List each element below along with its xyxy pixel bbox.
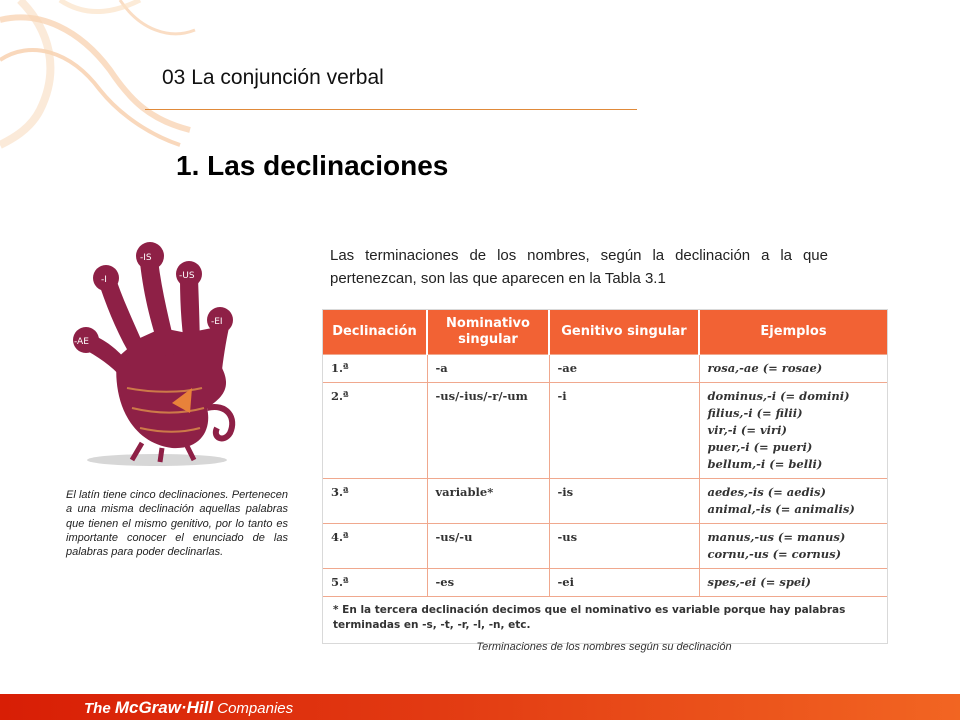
illustration-tag: -IS [140,253,152,263]
table-footnote: * En la tercera declinación decimos que el nominativo es variable porque hay palabras terminadas en -s, -t, -r, -l, -n, etc. [323,597,887,644]
hydra-hand-illustration [62,228,242,472]
examples-cell [699,355,887,383]
example-text: puer,-i (= pueri) [707,440,813,454]
nominative-cell: variable* [427,479,549,524]
table-row [323,355,887,383]
example-text: dominus,-i (= domini) [707,389,850,403]
illustration-tag: -I [101,275,107,285]
title-divider [145,109,637,110]
table-row [323,524,887,569]
column-header: Genitivo singular [549,310,699,355]
table-row [323,479,887,524]
example-text: spes,-ei (= spei) [707,575,811,589]
illustration-tag: -EI [211,317,223,327]
example-text: manus,-us (= manus) [707,530,846,544]
illustration-tag: -US [179,271,195,281]
illustration-caption: El latín tiene cinco declinaciones. Pertenecen a una misma declinación aquellas palabras que tienen el mismo genitivo, por lo tanto es importante conocer el enunciado de las palabras para poder declinarlas. [66,489,288,559]
logo-companies: Companies [213,700,294,717]
column-header: Ejemplos [699,310,887,355]
example-text: rosa,-ae (= rosae) [707,361,823,375]
nominative-cell: -es [427,569,549,597]
example-text: vir,-i (= viri) [707,423,787,437]
declension-cell: 2.ª [323,383,427,479]
chapter-title: 03 La conjunción verbal [162,66,384,89]
example-text: animal,-is (= animalis) [707,502,855,516]
declension-table [322,309,888,644]
example-text: cornu,-us (= cornus) [707,547,842,561]
declension-cell: 1.ª [323,355,427,383]
nominative-cell: -us/-ius/-r/-um [427,383,549,479]
table-row [323,383,887,479]
declension-cell: 3.ª [323,479,427,524]
examples-cell [699,479,887,524]
intro-paragraph: Las terminaciones de los nombres, según la declinación a la que pertenezcan, son las que aparecen en la Tabla 3.1 [330,247,828,287]
nominative-cell: -a [427,355,549,383]
genitive-cell: -i [549,383,699,479]
logo-brand: McGraw·Hill [114,698,214,717]
footer-bar [0,694,960,720]
example-text: bellum,-i (= belli) [707,457,823,471]
column-header: Nominativo singular [427,310,549,355]
genitive-cell: -is [549,479,699,524]
examples-cell [699,569,887,597]
nominative-cell: -us/-u [427,524,549,569]
section-title: 1. Las declinaciones [176,150,449,181]
example-text: aedes,-is (= aedis) [707,485,826,499]
genitive-cell: -ae [549,355,699,383]
examples-cell [699,524,887,569]
genitive-cell: -ei [549,569,699,597]
genitive-cell: -us [549,524,699,569]
example-text: filius,-i (= filii) [707,406,803,420]
table-footnote-row [323,597,887,644]
table-header-row [323,310,887,355]
logo-the: The [84,700,115,717]
illustration-tag: -AE [74,337,89,347]
column-header: Declinación [323,310,427,355]
table-caption: Terminaciones de los nombres según su declinación [476,641,732,653]
examples-cell [699,383,887,479]
table-row [323,569,887,597]
declension-cell: 5.ª [323,569,427,597]
declension-cell: 4.ª [323,524,427,569]
publisher-logo [84,698,293,718]
